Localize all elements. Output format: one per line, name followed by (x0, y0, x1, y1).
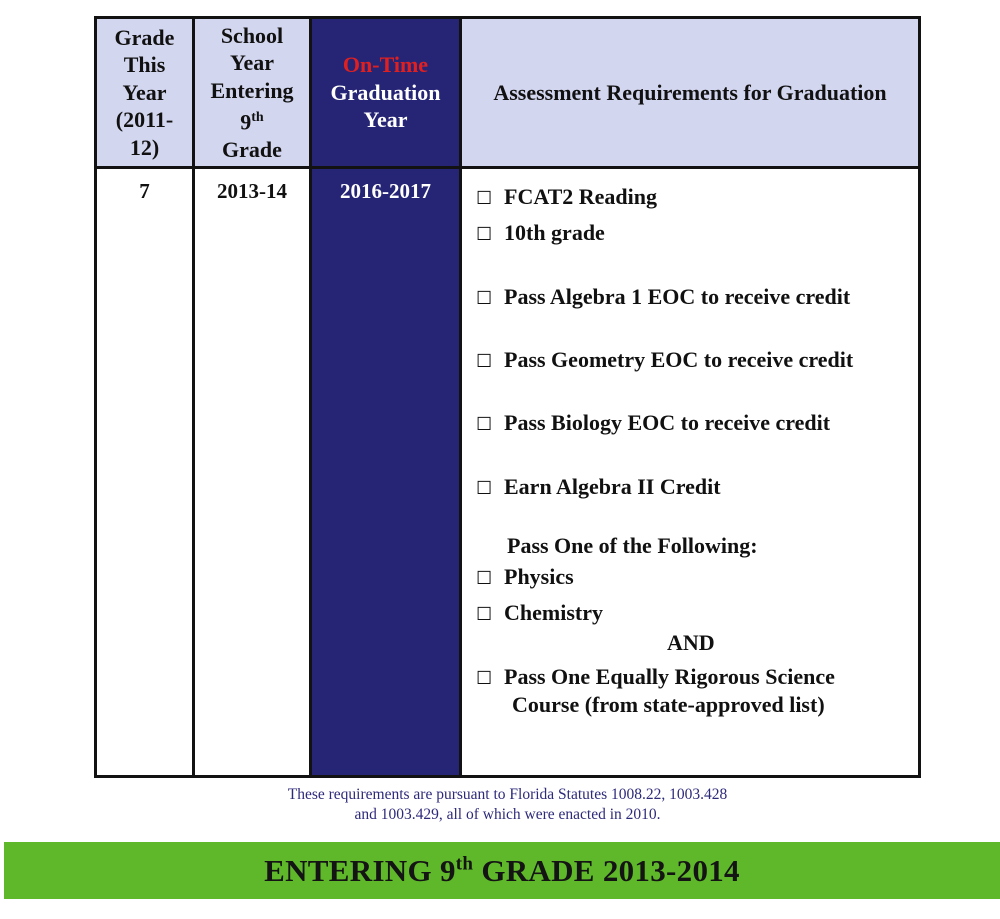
entering-grade-banner (4, 842, 1000, 899)
checkbox-icon: ☐ (476, 414, 493, 434)
on-time-label: On-Time (342, 52, 429, 78)
requirement-biology: ☐ Pass Biology EOC to receive credit (476, 410, 831, 435)
banner-title: ENTERING 9th GRADE 2013-2014 (264, 852, 740, 888)
grade-value: 7 (139, 179, 150, 203)
checkbox-icon: ☐ (476, 188, 493, 208)
pass-one-heading: Pass One of the Following: (507, 533, 758, 558)
requirement-geometry: ☐ Pass Geometry EOC to receive credit (476, 347, 854, 372)
checkbox-icon: ☐ (476, 351, 493, 371)
requirement-chemistry: ☐ Chemistry (476, 600, 603, 625)
requirement-rigorous-science: ☐ Pass One Equally Rigorous Science (476, 664, 835, 689)
graduation-year-value: 2016-2017 (340, 179, 431, 203)
statutes-footnote: These requirements are pursuant to Florida Statutes 1008.22, 1003.428 and 1003.429, all of which were enacted in 2010. (287, 786, 728, 823)
graduation-requirements-table (94, 16, 921, 778)
checkbox-icon: ☐ (476, 604, 493, 624)
and-label: AND (667, 630, 715, 655)
assessment-column (462, 19, 918, 775)
graduation-year-header: On-Time Graduation Year (312, 19, 459, 169)
checkbox-icon: ☐ (476, 668, 493, 688)
checkbox-icon: ☐ (476, 568, 493, 588)
requirement-tenth-grade: ☐ 10th grade (476, 220, 605, 245)
requirement-rigorous-science-continued: Course (from state-approved list) (512, 692, 825, 717)
grade-this-year-column (97, 19, 195, 775)
graduation-year-column (312, 19, 462, 775)
grade-this-year-header: Grade This Year (2011- 12) (97, 19, 192, 169)
school-year-column (195, 19, 312, 775)
ninth-label: 9 (240, 109, 252, 135)
requirement-algebra1: ☐ Pass Algebra 1 EOC to receive credit (476, 284, 851, 309)
requirement-fcat: ☐ FCAT2 Reading (476, 184, 657, 209)
checkbox-icon: ☐ (476, 478, 493, 498)
checkbox-icon: ☐ (476, 288, 493, 308)
school-year-value: 2013-14 (217, 179, 287, 203)
school-year-header: School Year Entering 9th Grade (195, 19, 309, 169)
requirement-physics: ☐ Physics (476, 564, 574, 589)
requirement-algebra2: ☐ Earn Algebra II Credit (476, 474, 721, 499)
assessment-header: Assessment Requirements for Graduation (462, 19, 918, 169)
checkbox-icon: ☐ (476, 224, 493, 244)
